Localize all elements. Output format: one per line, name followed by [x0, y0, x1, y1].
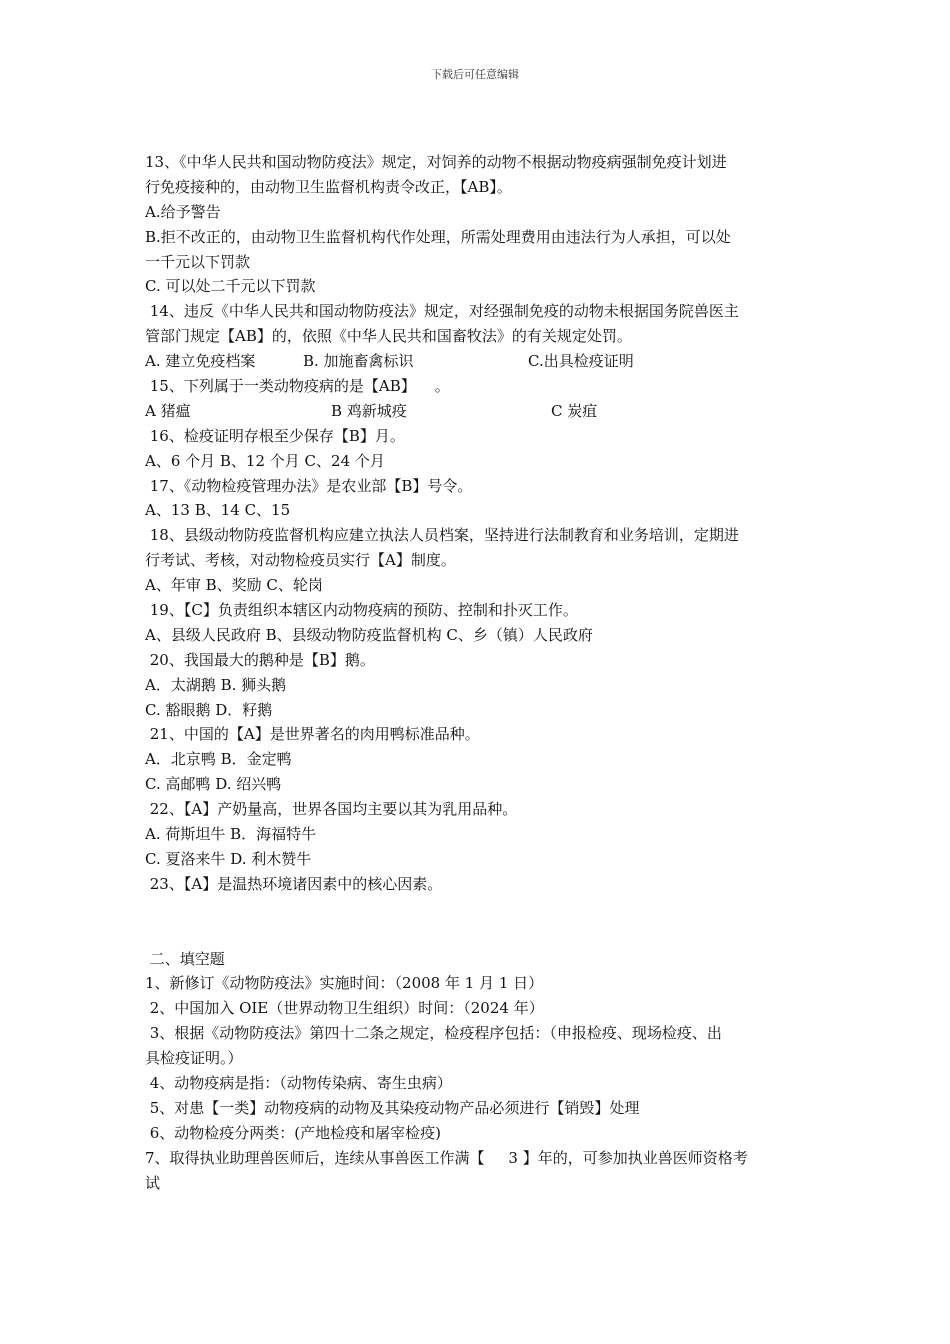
question-15-options	[145, 399, 810, 424]
fill-item-7-line-1: 7、取得执业助理兽医师后，连续从事兽医工作满【 3 】年的，可参加执业兽医师资格考	[145, 1148, 748, 1167]
question-22-options-1: A. 荷斯坦牛 B．海福特牛	[145, 825, 317, 844]
question-13-option-b-line-1: B.拒不改正的，由动物卫生监督机构代作处理，所需处理费用由违法行为人承担，可以处	[145, 227, 731, 246]
question-13-option-a: A.给予警告	[145, 202, 221, 221]
question-13-option-c: C. 可以处二千元以下罚款	[145, 277, 316, 296]
question-21-options-1: A．北京鸭 B．金定鸭	[145, 750, 292, 769]
question-15: 15、下列属于一类动物疫病的是【AB】 。	[145, 377, 450, 396]
question-14-options	[145, 349, 810, 374]
question-13-line-1: 13、《中华人民共和国动物防疫法》规定，对饲养的动物不根据动物疫病强制免疫计划进	[145, 153, 727, 171]
question-15-option-a: A 猪瘟	[145, 401, 191, 420]
fill-item-6: 6、动物检疫分两类：(产地检疫和屠宰检疫)	[145, 1123, 442, 1142]
fill-item-2: 2、中国加入 OIE（世界动物卫生组织）时间：（2024 年）	[145, 999, 544, 1018]
question-17: 17、《动物检疫管理办法》是农业部【B】号令。	[145, 476, 473, 495]
question-15-option-c: C 炭疽	[551, 401, 598, 420]
fill-item-1: 1、新修订《动物防疫法》实施时间：（2008 年 1 月 1 日）	[145, 974, 544, 993]
question-23-options-2	[145, 922, 810, 947]
question-15-option-b: B 鸡新城疫	[331, 401, 407, 420]
question-19-options: A、县级人民政府 B、县级动物防疫监督机构 C、乡（镇）人民政府	[145, 625, 593, 644]
question-20-options-1: A．太湖鹅 B. 狮头鹅	[145, 675, 287, 694]
question-19: 19、【C】负责组织本辖区内动物疫病的预防、控制和扑灭工作。	[145, 601, 578, 620]
section-fill-in-title: 二、填空题	[145, 949, 225, 968]
fill-item-4: 4、动物疫病是指：（动物传染病、寄生虫病）	[145, 1073, 452, 1092]
question-14-line-1: 14、违反《中华人民共和国动物防疫法》规定，对经强制免疫的动物未根据国务院兽医主	[145, 302, 739, 321]
question-17-options: A、13 B、14 C、15	[145, 501, 291, 520]
question-18-line-1: 18、县级动物防疫监督机构应建立执法人员档案，坚持进行法制教育和业务培训，定期进	[145, 526, 739, 545]
question-14-option-a: A. 建立免疫档案	[145, 352, 256, 371]
question-14-option-c: C.出具检疫证明	[528, 352, 634, 371]
question-22-options-2: C. 夏洛来牛 D. 利木赞牛	[145, 849, 312, 868]
fill-item-5: 5、对患【一类】动物疫病的动物及其染疫动物产品必须进行【销毁】处理	[145, 1098, 640, 1117]
question-16-options: A、6 个月 B、12 个月 C、24 个月	[145, 451, 385, 470]
question-13-option-b-line-2: 一千元以下罚款	[145, 252, 251, 271]
page-header-note: 下载后可任意编辑	[431, 68, 519, 81]
question-20: 20、我国最大的鹅种是【B】鹅。	[145, 650, 375, 669]
document-body	[145, 150, 810, 1195]
question-13-line-2: 行免疫接种的，由动物卫生监督机构责令改正，【AB】。	[145, 177, 512, 196]
question-23-options-1	[145, 897, 810, 922]
question-14-option-b: B. 加施畜禽标识	[303, 352, 414, 371]
question-23: 23、【A】是温热环境诸因素中的核心因素。	[145, 874, 443, 893]
fill-item-3-line-2: 具检疫证明。）	[145, 1049, 243, 1068]
fill-item-7-line-2: 试	[145, 1173, 161, 1192]
fill-item-3-line-1: 3、根据《动物防疫法》第四十二条之规定，检疫程序包括：（申报检疫、现场检疫、出	[145, 1024, 722, 1043]
question-21-options-2: C. 高邮鸭 D. 绍兴鸭	[145, 775, 282, 794]
question-18-line-2: 行考试、考核，对动物检疫员实行【A】制度。	[145, 551, 456, 570]
question-21: 21、中国的【A】是世界著名的肉用鸭标准品种。	[145, 725, 480, 744]
question-16: 16、检疫证明存根至少保存【B】月。	[145, 426, 405, 445]
question-20-options-2: C. 豁眼鹅 D．籽鹅	[145, 700, 273, 719]
question-14-line-2: 管部门规定【AB】的，依照《中华人民共和国畜牧法》的有关规定处罚。	[145, 327, 632, 346]
question-22: 22、【A】产奶量高，世界各国均主要以其为乳用品种。	[145, 800, 518, 819]
question-18-options: A、年审 B、奖励 C、轮岗	[145, 576, 323, 595]
